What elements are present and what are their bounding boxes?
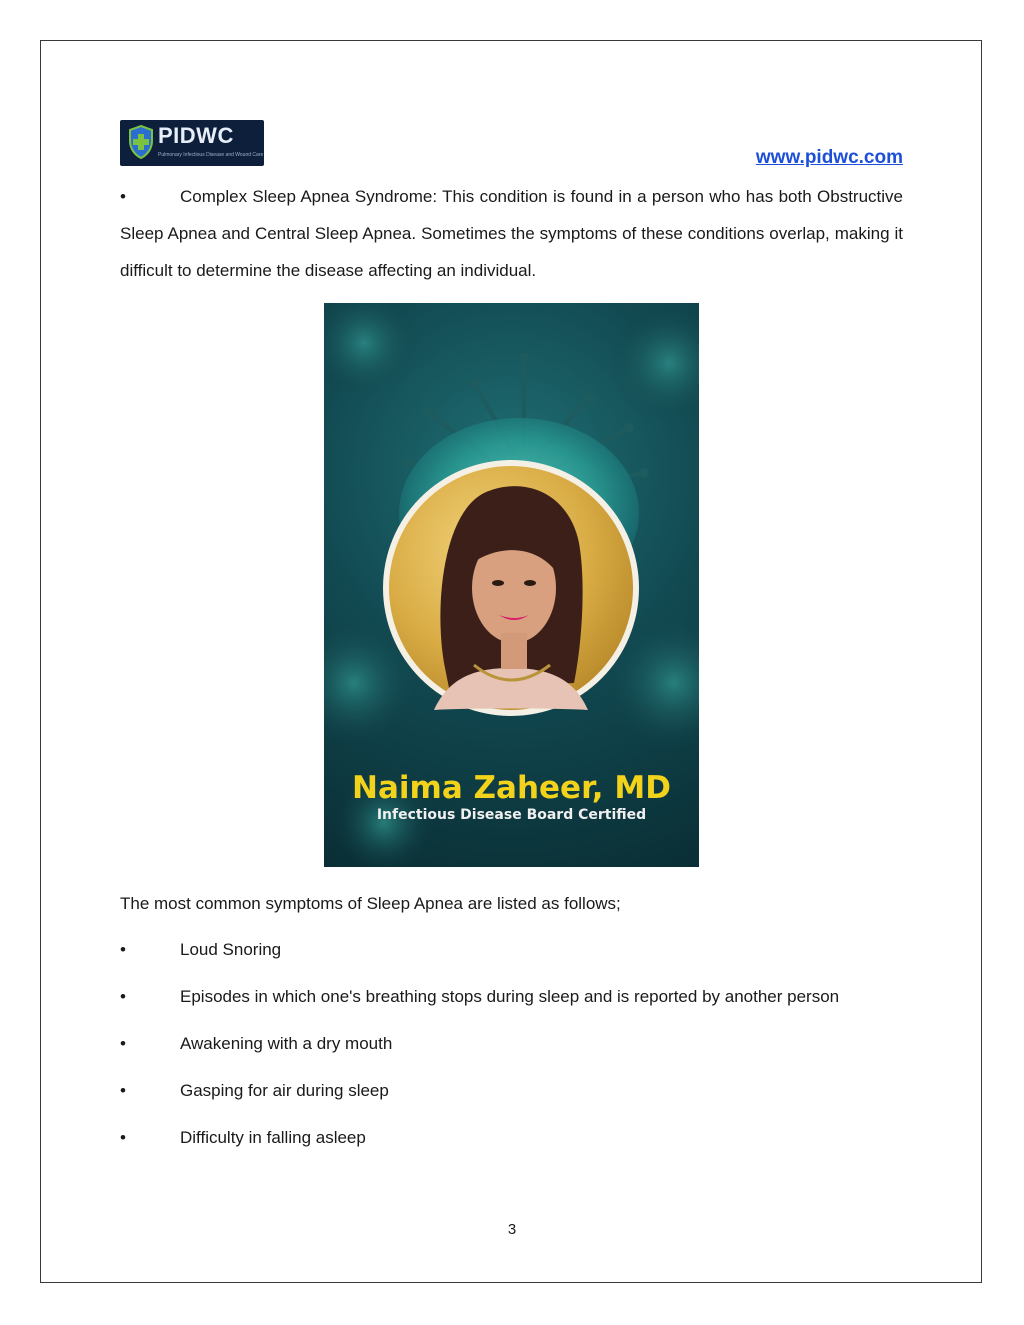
- symptoms-list: [120, 932, 839, 1167]
- intro-text: Complex Sleep Apnea Syndrome: This condition is found in a person who has both Obstructive Sleep Apnea and Central Sleep Apnea. Sometimes the symptoms of these conditions overlap, making it difficult to determine the disease affecting an individual.: [120, 187, 903, 280]
- doctor-name: Naima Zaheer, MD: [352, 770, 671, 806]
- pidwc-logo: [120, 120, 264, 166]
- website-link[interactable]: www.pidwc.com: [755, 147, 903, 168]
- bullet: •: [120, 187, 126, 206]
- list-item: • Loud Snoring: [120, 940, 282, 959]
- logo-tagline: Pulmonary Infectious Disease and Wound Care: [158, 152, 264, 158]
- doctor-credential: Infectious Disease Board Certified: [376, 807, 647, 823]
- intro-paragraph: [120, 178, 903, 289]
- symptoms-intro: The most common symptoms of Sleep Apnea are listed as follows;: [120, 894, 621, 913]
- doctor-promo-image: [324, 303, 699, 867]
- list-item: • Difficulty in falling asleep: [120, 1128, 366, 1147]
- list-item: • Episodes in which one's breathing stops during sleep and is reported by another person: [120, 987, 840, 1006]
- list-item: • Awakening with a dry mouth: [120, 1034, 393, 1053]
- logo-text: PIDWC: [158, 123, 234, 148]
- list-item: • Gasping for air during sleep: [120, 1081, 389, 1100]
- page-number: 3: [507, 1221, 517, 1238]
- shield-cross-icon: [128, 125, 154, 159]
